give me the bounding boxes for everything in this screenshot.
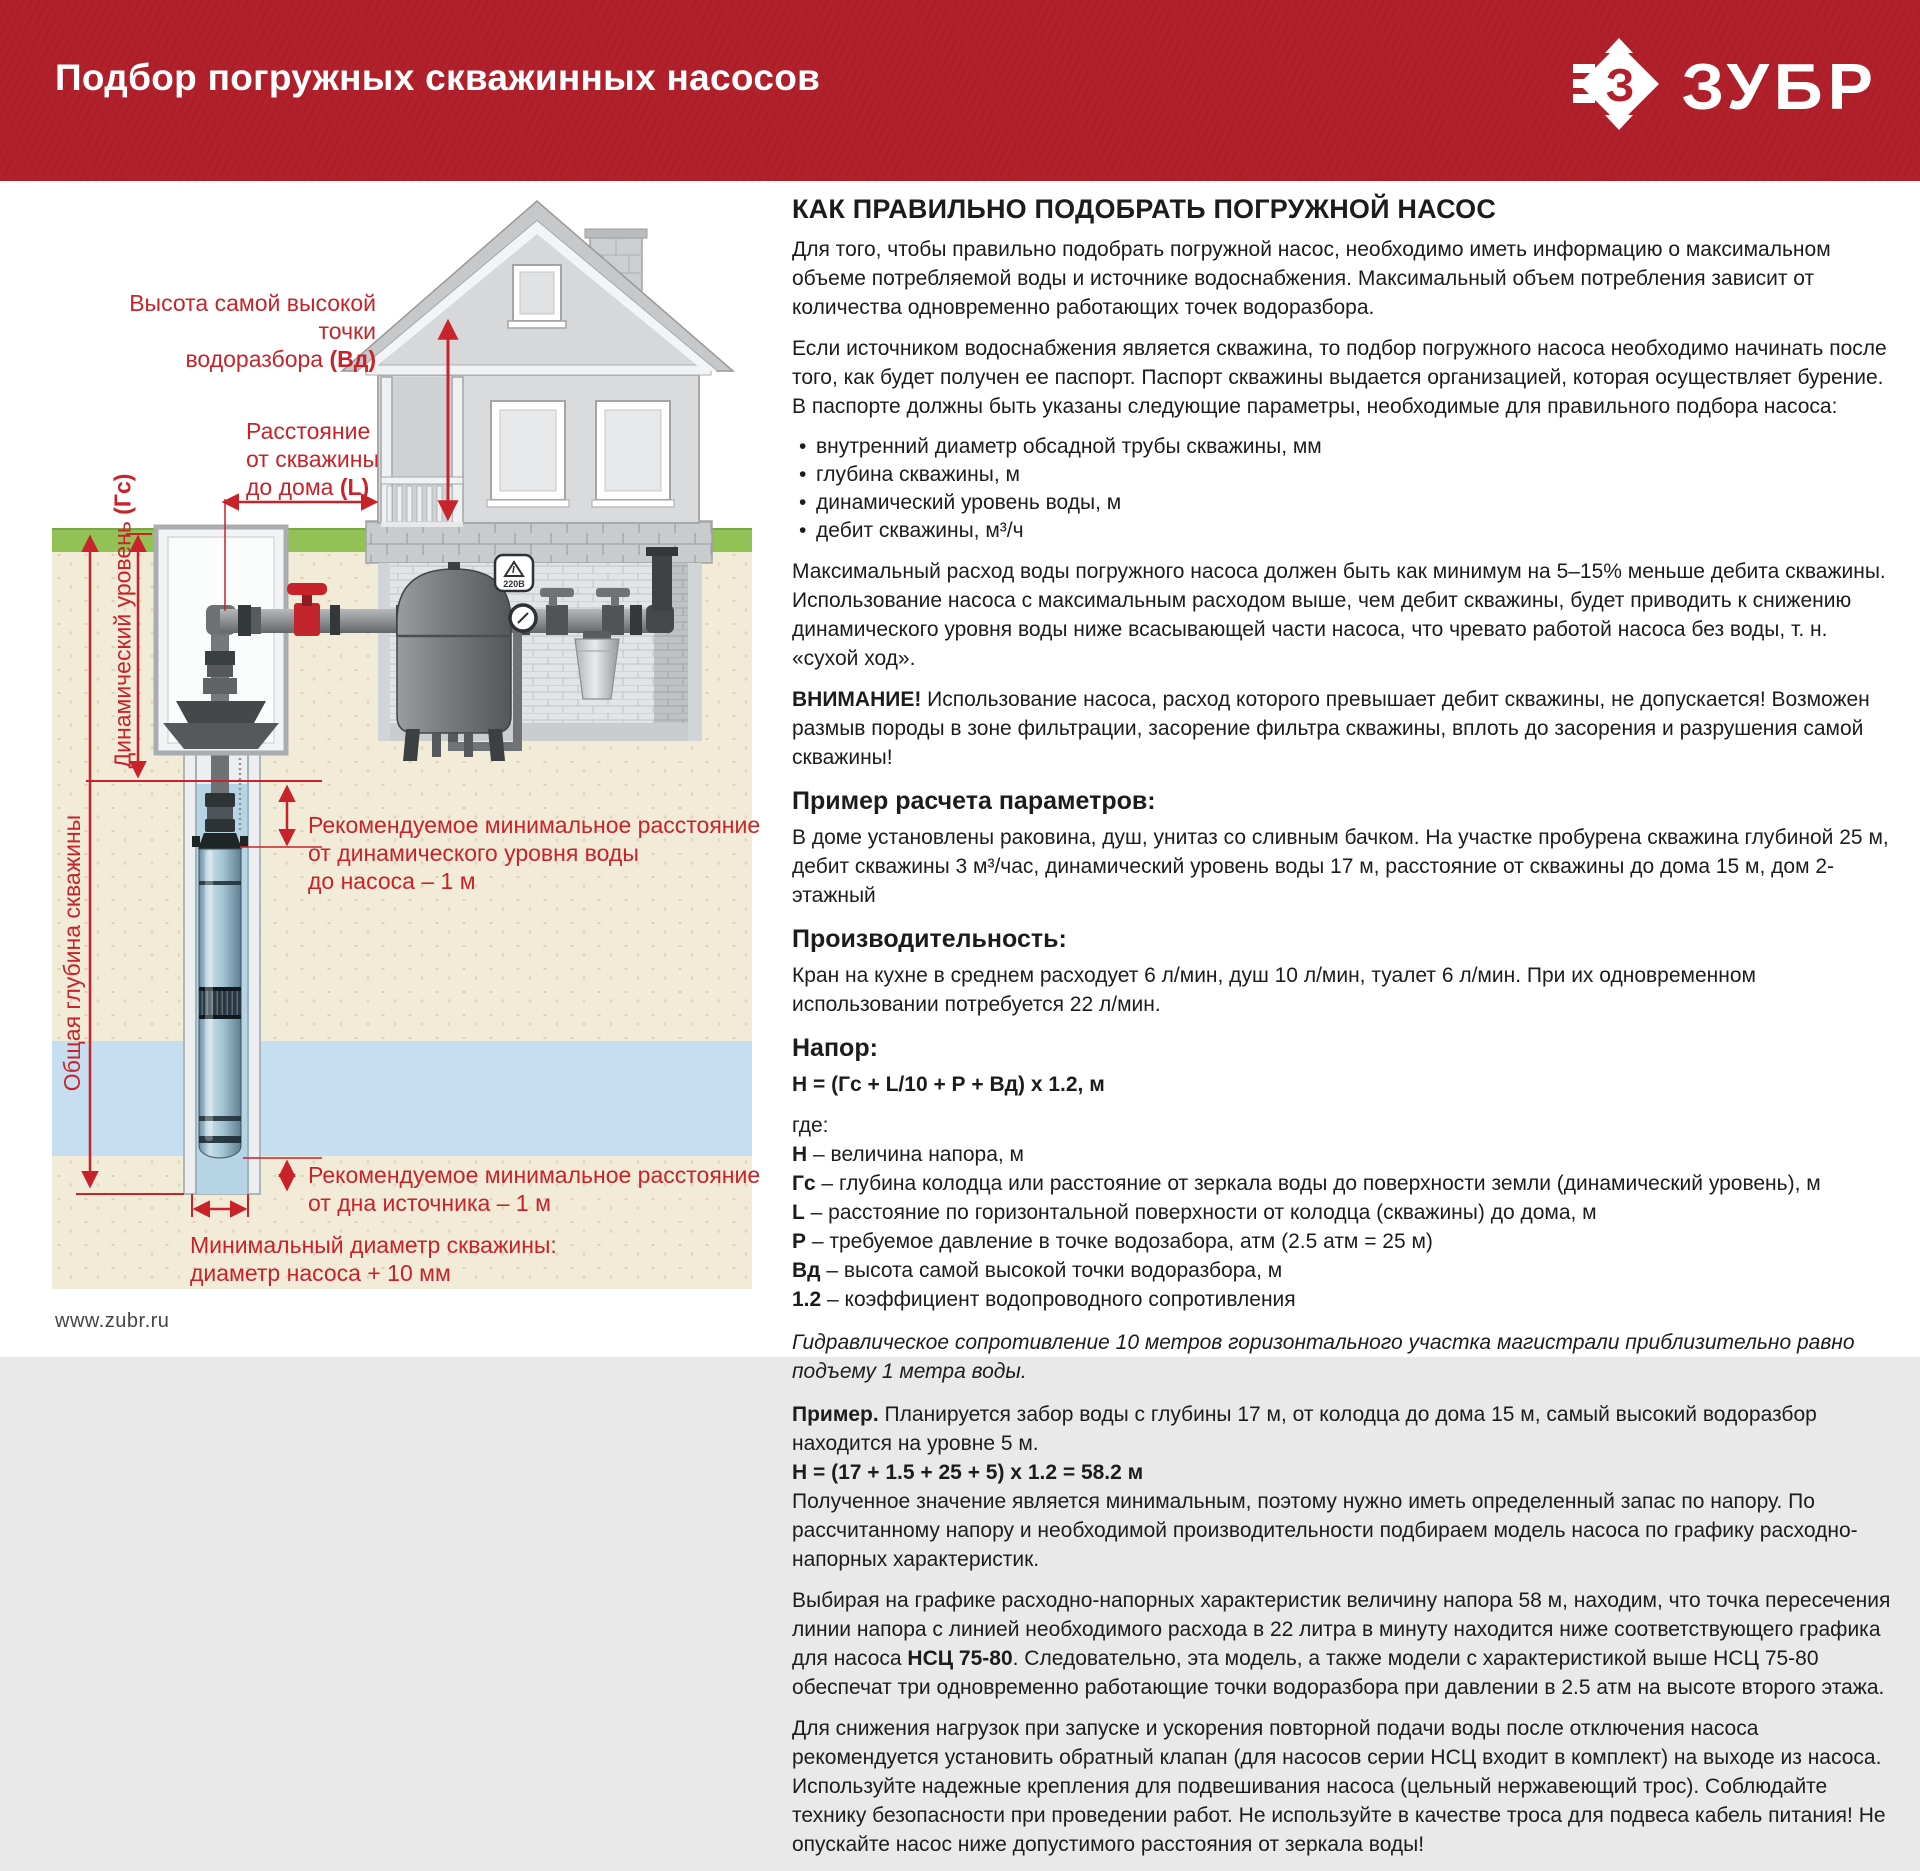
- example-label: Пример.: [792, 1403, 879, 1426]
- paragraph-example-house: В доме установлены раковина, душ, унитаз со сливным бачком. На участке пробурена скважина глубиной 25 м, дебит скважины 3 м³/час, динамический уровень воды 17 м, расстояние от скважины до дома 15 м, дом 2-этажный: [792, 826, 1889, 907]
- window-left: [487, 401, 569, 507]
- page-title: Подбор погружных скважинных насосов: [55, 57, 821, 98]
- definition-row: Н – величина напора, м: [792, 1143, 1024, 1166]
- list-item: • глубина скважины, м: [792, 461, 1894, 489]
- attention-label: ВНИМАНИЕ!: [792, 688, 922, 711]
- paragraph-intro: Для того, чтобы правильно подобрать погружной насос, необходимо иметь информацию о максимальном объеме потребляемой воды и источнике водоснабжения. Максимальный объем потребления зависит от количества одновременно работающих точек водоразбора.: [792, 238, 1831, 319]
- list-item: • дебит скважины, м³/ч: [792, 517, 1894, 545]
- well-installation-diagram: [0, 181, 790, 1357]
- site-url-link[interactable]: www.zubr.ru: [55, 1310, 170, 1332]
- paragraph-example-calc: Пример. Планируется забор воды с глубины 17 м, от колодца до дома 15 м, самый высокий водоразбор находится на уровне 5 м.: [792, 1403, 1817, 1455]
- formula-definitions: [792, 1140, 1894, 1314]
- passport-parameters-list: [792, 433, 1894, 545]
- brand-logo: [1573, 38, 1878, 135]
- water-filter: [575, 631, 619, 699]
- brand-name: ЗУБР: [1681, 50, 1878, 123]
- attic-window: [508, 265, 566, 328]
- section-example-title: Пример расчета параметров:: [792, 787, 1156, 815]
- riser-to-house: [652, 553, 672, 611]
- paragraph-result: Полученное значение является минимальным, поэтому нужно иметь определенный запас по напору. По рассчитанному напору и необходимой производительности подбираем модель насоса по графику расходно-напорных характеристик.: [792, 1490, 1858, 1571]
- article: [792, 194, 1894, 1871]
- header-band: [0, 0, 1920, 181]
- where-label: где:: [792, 1114, 829, 1137]
- hydraulic-note: Гидравлическое сопротивление 10 метров горизонтального участка магистрали приблизительно равно подъему 1 метра воды.: [792, 1331, 1855, 1383]
- paragraph-passport: Если источником водоснабжения является скважина, то подбор погружного насоса необходимо начинать после того, как будет получен ее паспорт. Паспорт скважины выдается организацией, которая осуществляет бурение. В паспорте должны быть указаны следующие параметры, необходимые для правильного подбора насоса:: [792, 337, 1887, 418]
- submersible-pump: [192, 793, 248, 1158]
- label-total-depth: Общая глубина скважины: [59, 814, 85, 1092]
- porch-balusters: [387, 486, 452, 522]
- eaves-fascia: [366, 365, 711, 375]
- zubr-diamond-icon: [1573, 38, 1665, 135]
- caisson: [156, 527, 286, 753]
- head-formula: Н = (Гс + L/10 + Р + Вд) x 1.2, м: [792, 1073, 1105, 1096]
- voltage-sign: [495, 555, 533, 591]
- well-cap-upper: [176, 701, 266, 723]
- definition-row: Р – требуемое давление в точке водозабора, атм (2.5 атм = 25 м): [792, 1230, 1433, 1253]
- label-vd: Высота самой высокой точки водоразбора (Вд): [129, 290, 376, 372]
- label-min-distance-top: Рекомендуемое минимальное расстояние от динамического уровня воды до насоса – 1 м: [308, 812, 761, 894]
- label-min-distance-bottom: Рекомендуемое минимальное расстояние от дна источника – 1 м: [308, 1162, 761, 1216]
- paragraph-attention: ВНИМАНИЕ! Использование насоса, расход которого превышает дебит скважины, не допускается! Возможен размыв породы в зоне фильтрации, засорение фильтра скважины, вплоть до засорения и разрушения самой скважины!: [792, 688, 1870, 769]
- definition-row: Вд – высота самой высокой точки водоразбора, м: [792, 1259, 1283, 1282]
- svg-text:220В: 220В: [503, 579, 525, 589]
- definition-row: L – расстояние по горизонтальной поверхности от колодца (скважины) до дома, м: [792, 1201, 1597, 1224]
- definition-row: Гс – глубина колодца или расстояние от зеркала воды до поверхности земли (динамический уровень), м: [792, 1172, 1821, 1195]
- svg-text:З: З: [1606, 59, 1635, 111]
- section-head-title: Напор:: [792, 1034, 878, 1062]
- pressure-gauge: [510, 605, 536, 631]
- pump-model: НСЦ 75-80: [907, 1647, 1013, 1670]
- paragraph-safety: Для снижения нагрузок при запуске и ускорения повторной подачи воды после отключения насоса рекомендуется установить обратный клапан (для насосов серии НСЦ входит в комплект) на выходе из насоса. Используйте надежные крепления для подвешивания насоса (цельный нержавеющий трос). Соблюдайте технику безопасности при проведении работ. Не используйте в качестве троса для подвеса кабель питания! Не опускайте насос ниже допустимого расстояния от зеркала воды!: [792, 1717, 1886, 1856]
- window-right: [592, 401, 674, 507]
- label-distance-l: Расстояние от скважины до дома (L): [246, 418, 379, 500]
- list-item: • динамический уровень воды, м: [792, 489, 1894, 517]
- label-min-diameter: Минимальный диаметр скважины: диаметр насоса + 10 мм: [190, 1232, 557, 1286]
- list-item: • внутренний диаметр обсадной трубы скважины, мм: [792, 433, 1894, 461]
- example-formula: Н = (17 + 1.5 + 25 + 5) x 1.2 = 58.2 м: [792, 1461, 1144, 1484]
- porch: [381, 377, 463, 527]
- paragraph-capacity: Кран на кухне в среднем расходует 6 л/мин, душ 10 л/мин, туалет 6 л/мин. При их одновременном использовании потребуется 22 л/мин.: [792, 964, 1756, 1016]
- article-title: КАК ПРАВИЛЬНО ПОДОБРАТЬ ПОГРУЖНОЙ НАСОС: [792, 194, 1497, 224]
- paragraph-flow: Максимальный расход воды погружного насоса должен быть как минимум на 5–15% меньше дебита скважины. Использование насоса с максимальным расходом выше, чем дебит скважины, будет приводить к снижению динамического уровня воды ниже всасывающей части насоса, что чревато работой насоса без воды, т. н. «сухой ход».: [792, 560, 1886, 670]
- definition-row: 1.2 – коэффициент водопроводного сопротивления: [792, 1288, 1296, 1311]
- section-capacity-title: Производительность:: [792, 925, 1067, 953]
- label-dynamic-level: Динамический уровень (Гс): [109, 473, 136, 769]
- paragraph-graph: Выбирая на графике расходно-напорных характеристик величину напора 58 м, находим, что точка пересечения линии напора с линией необходимого расхода в 22 литра в минуту находится ниже соответствующего графика для насоса НСЦ 75-80. Следовательно, эта модель, а также модели с характеристикой выше НСЦ 75-80 обеспечат три одновременно работающие точки водоразбора при давлении в 2.5 атм на высоте второго этажа.: [792, 1589, 1891, 1699]
